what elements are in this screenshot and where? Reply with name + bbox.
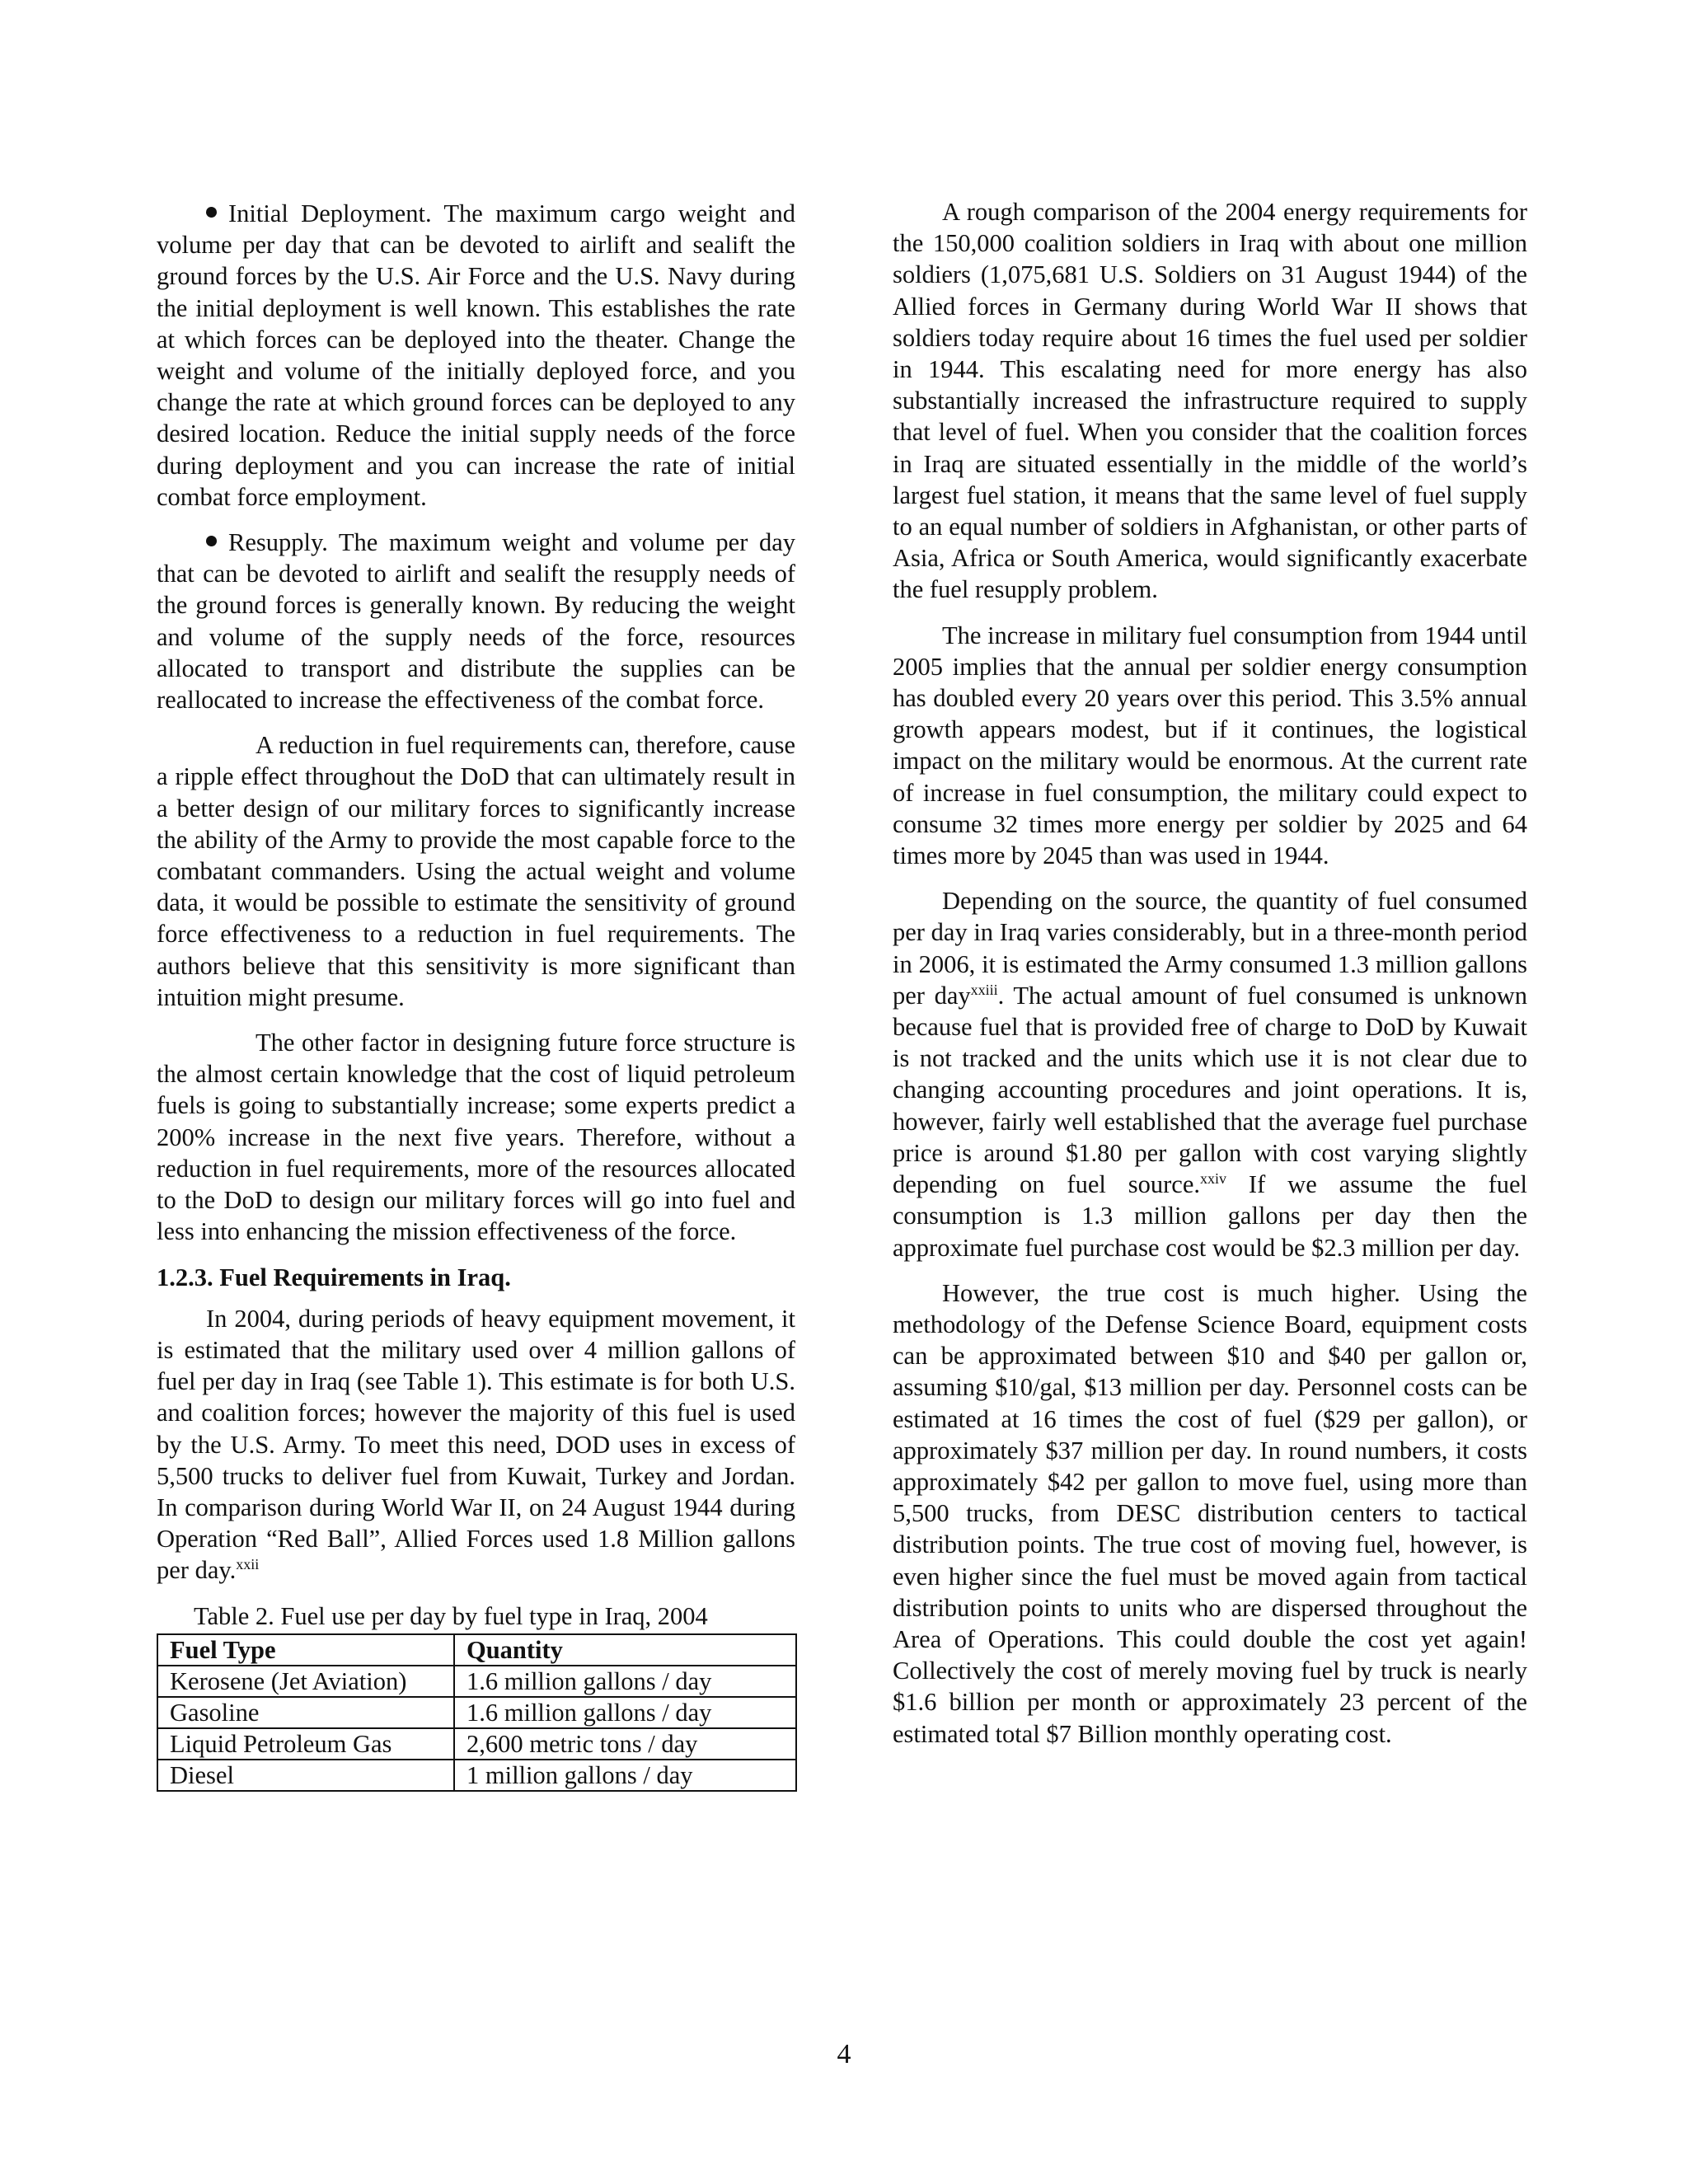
bullet-initial-deployment-text: Initial Deployment. The maximum cargo weight and volume per day that can be devoted to airlift and sealift the ground forces by the U.S. Air Force and the U.S. Navy during the initial deployment is well known. This establishes the rate at which forces can be deployed into the theater. Change the weight and volume of the initially deployed force, and you change the rate at which ground forces can be deployed to any desired location. Reduce the initial supply needs of the force during deployment and you can increase the rate of initial combat force employment. [157,199,795,511]
bullet-icon [206,207,217,218]
table-cell: Liquid Petroleum Gas [157,1728,454,1760]
table-row [157,1666,796,1697]
table-row [157,1697,796,1728]
table-cell: 1.6 million gallons / day [454,1666,796,1697]
bullet-icon [206,536,217,546]
paragraph-consumption-increase: The increase in military fuel consumption from 1944 until 2005 implies that the annual per soldier energy consumption has doubled every 20 years over this period. This 3.5% annual growth appears modest, but if it continues, the logistical impact on the military would be enormous. At the current rate of increase in fuel consumption, the military could expect to consume 32 times more energy per soldier by 2025 and 64 times more by 2045 than was used in 1944. [893,621,1527,870]
left-column [157,198,795,1792]
page-number: 4 [837,2039,851,2069]
table-cell: Kerosene (Jet Aviation) [157,1666,454,1697]
table-row [157,1728,796,1760]
table-cell: Diesel [157,1760,454,1791]
table-caption: Table 2. Fuel use per day by fuel type in Iraq, 2004 [194,1601,708,1630]
table-row [157,1760,796,1791]
right-column [893,196,1527,1764]
paragraph-2004-usage [157,1303,795,1586]
paragraph-fuel-source-text-a: Depending on the source, the quantity of fuel consumed per day in Iraq varies considerably, but in a three-month period in 2006, it is estimated the Army consumed 1.3 million gallons per day [893,887,1527,1010]
fuel-use-table [157,1633,797,1792]
bullet-resupply [157,527,795,715]
bullet-initial-deployment [157,198,795,513]
table-cell: 1.6 million gallons / day [454,1697,796,1728]
paragraph-true-cost: However, the true cost is much higher. Using the methodology of the Defense Science Board, equipment costs can be approximated between $10 and $40 per gallon or, assuming $10/gal, $13 million per day. Personnel costs can be estimated at 16 times the cost of fuel ($29 per gallon), or approximately $37 million per day. In round numbers, it costs approximately $42 per gallon to move fuel, using more than 5,500 trucks, from DESC distribution centers to tactical distribution points. The true cost of moving fuel, however, is even higher since the fuel must be moved again from tactical distribution points to units who are dispersed throughout the Area of Operations. This could double the cost yet again! Collectively the cost of merely moving fuel by truck is nearly $1.6 billion per month or approximately 23 percent of the estimated total $7 Billion monthly operating cost. [893,1278,1527,1748]
table-cell: 2,600 metric tons / day [454,1728,796,1760]
table-header-fuel-type: Fuel Type [157,1634,454,1666]
paragraph-fuel-source-text-c: If we assume the fuel consumption is 1.3 million gallons per day then the approximate fuel purchase cost would be $2.3 million per day. [893,1170,1527,1262]
table-header-row [157,1634,796,1666]
paragraph-fuel-source-text-b: . The actual amount of fuel consumed is unknown because fuel that is provided free of charge to DoD by Kuwait is not tracked and the units which use it is not clear due to changing accounting procedures and joint operations. It is, however, fairly well established that the average fuel purchase price is around $1.80 per gallon with cost varying slightly depending on fuel source. [893,981,1527,1199]
table-header-quantity: Quantity [454,1634,796,1666]
paragraph-2004-text: In 2004, during periods of heavy equipment movement, it is estimated that the military used over 4 million gallons of fuel per day in Iraq (see Table 1). This estimate is for both U.S. and coalition forces; however the majority of this fuel is used by the U.S. Army. To meet this need, DOD uses in excess of 5,500 trucks to deliver fuel from Kuwait, Turkey and Jordan. In comparison during World War II, on 24 August 1944 during Operation “Red Ball”, Allied Forces used 1.8 Million gallons per day. [157,1304,795,1585]
table-cell: 1 million gallons / day [454,1760,796,1791]
bullet-resupply-text: Resupply. The maximum weight and volume per day that can be devoted to airlift and sealift the resupply needs of the ground forces is generally known. By reducing the weight and volume of the supply needs of the force, resources allocated to transport and distribute the supplies can be reallocated to increase the effectiveness of the combat force. [157,528,795,715]
paragraph-other-factor: The other factor in designing future force structure is the almost certain knowledge that the cost of liquid petroleum fuels is going to substantially increase; some experts predict a 200% increase in the next five years. Therefore, without a reduction in fuel requirements, more of the resources allocated to the DoD to design our military forces will go into fuel and less into enhancing the mission effectiveness of the force. [157,1029,795,1246]
paragraph-comparison: A rough comparison of the 2004 energy requirements for the 150,000 coalition soldiers in Iraq with about one million soldiers (1,075,681 U.S. Soldiers on 31 August 1944) of the Allied forces in Germany during World War II shows that soldiers today require about 16 times the fuel used per soldier in 1944. This escalating need for more energy has also substantially increased the infrastructure required to supply that level of fuel. When you consider that the coalition forces in Iraq are situated essentially in the middle of the world’s largest fuel station, it means that the same level of fuel supply to an equal number of soldiers in Afghanistan, or other parts of Asia, Africa or South America, would significantly exacerbate the fuel resupply problem. [893,198,1527,604]
paragraph-fuel-reduction: A reduction in fuel requirements can, therefore, cause a ripple effect throughout the DoD that can ultimately result in a better design of our military forces to significantly increase the ability of the Army to provide the most capable force to the combatant commanders. Using the actual weight and volume data, it would be possible to estimate the sensitivity of ground force effectiveness to a reduction in fuel requirements. The authors believe that this sensitivity is more significant than intuition might presume. [157,731,795,1011]
paragraph-fuel-source [893,885,1527,1263]
section-heading: 1.2.3. Fuel Requirements in Iraq. [157,1263,511,1291]
table-cell: Gasoline [157,1697,454,1728]
footnote-ref: xxiii [970,981,998,998]
footnote-ref: xxiv [1199,1170,1226,1188]
footnote-ref: xxii [236,1556,260,1573]
